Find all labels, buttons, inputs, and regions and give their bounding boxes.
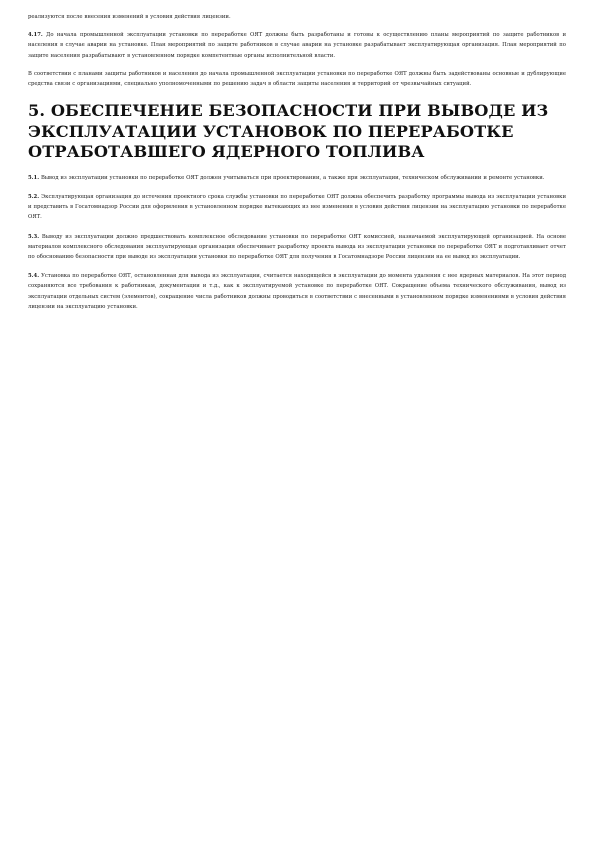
clause-number: 5.2.: [28, 193, 40, 200]
clause-number: 5.4.: [28, 273, 40, 280]
document-page: [28, 12, 566, 312]
clause-number: 5.1.: [28, 174, 40, 181]
clause-number: 4.17.: [28, 32, 43, 39]
paragraph-continuation: [28, 12, 566, 22]
paragraph-communication: [28, 69, 566, 89]
paragraph-text: Вывод из эксплуатации установки по переработке ОЯТ должен учитываться при проектировании, а также при эксплуатации, техническом обслуживании и ремонте установки.: [39, 174, 545, 181]
paragraph-text: Эксплуатирующая организация до истечения проектного срока службы установки по переработке ОЯТ должна обеспечить разработку программы вывода из эксплуатации установки и представить в Госатомнадзор России для оформления в установленном порядке вытекающих из нее изменения в условия действия лицензии на эксплуатацию установки по переработке ОЯТ.: [28, 193, 566, 221]
paragraph-text: В соответствии с планами защиты работников и населения до начала промышленной эксплуатации установки по переработке ОЯТ должны быть задействованы основные и дублирующие средства связи с организациями, специально уполномоченными по решению задач в области защиты населения и территорий от чрезвычайных ситуаций.: [28, 70, 566, 88]
paragraph-text: Установка по переработке ОЯТ, остановленная для вывода из эксплуатации, считается находящейся в эксплуатации до момента удаления с нее ядерных материалов. На этот период сохраняются все требования к работникам, документации и т.д., как к эксплуатируемой установке по переработке ОЯТ. Сокращение объема технического обслуживания, вывод из эксплуатации отдельных систем (элементов), сокращение числа работников должны проводиться в соответствии с внесенными в установленном порядке изменениями в условия действия лицензии на эксплуатацию установки.: [28, 273, 566, 310]
paragraph-5-1: [28, 173, 566, 183]
paragraph-5-4: [28, 271, 566, 312]
paragraph-text: реализуются после внесения изменений в условия действия лицензии.: [28, 14, 231, 20]
paragraph-5-3: [28, 232, 566, 263]
paragraph-text: До начала промышленной эксплуатации установки по переработке ОЯТ должны быть разработаны и готовы к осуществлению планы мероприятий по защите работников и населения в случае аварии на установке. План мероприятий по защите работников в случае аварии на установке разрабатывает эксплуатирующая организация. План мероприятий по защите населения разрабатывают в установленном порядке компетентные органы исполнительной власти.: [28, 32, 566, 59]
paragraph-4-17: [28, 30, 566, 61]
clause-number: 5.3.: [28, 233, 40, 240]
paragraph-5-2: [28, 192, 566, 223]
paragraph-text: Выводу из эксплуатации должно предшествовать комплексное обследование установки по переработке ОЯТ комиссией, назначаемой эксплуатирующей организацией. На основе материалов комплексного обследования эксплуатирующая организация обеспечивает разработку проекта вывода из эксплуатации установки по переработке ОЯТ и подготавливает отчет по обоснованию безопасности при выводе из эксплуатации установки по переработке ОЯТ для получения в Госатомнадзоре России лицензии на ее вывод из эксплуатации.: [28, 233, 566, 260]
section-5-heading: 5. ОБЕСПЕЧЕНИЕ БЕЗОПАСНОСТИ ПРИ ВЫВОДЕ ИЗ ЭКСПЛУАТАЦИИ УСТАНОВОК ПО ПЕРЕРАБОТКЕ ОТРАБОТАВШЕГО ЯДЕРНОГО ТОПЛИВА: [28, 101, 549, 162]
